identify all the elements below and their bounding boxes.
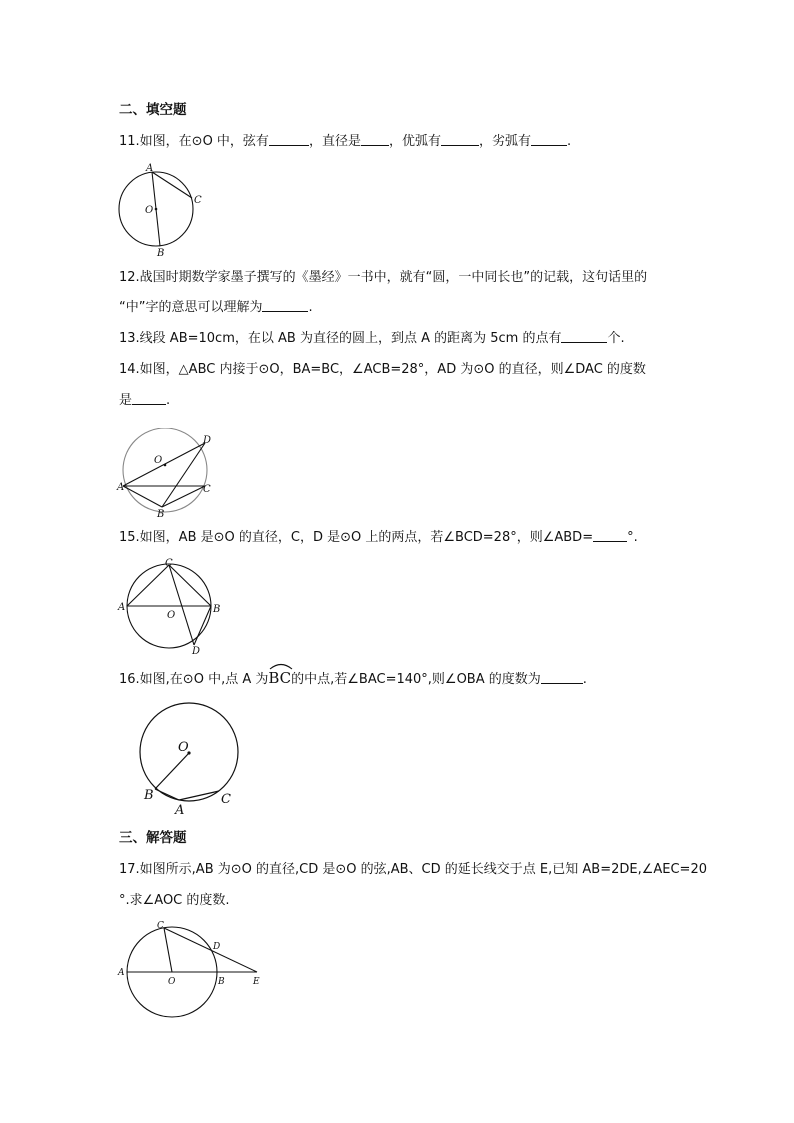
q17-label-d: D — [213, 942, 221, 952]
q13-text-2: 个. — [607, 331, 625, 346]
q15-label-a: A — [118, 602, 126, 613]
q11-blank-major-arcs[interactable] — [441, 133, 479, 146]
q14-circle — [123, 428, 207, 512]
q15-chord-ac — [127, 565, 169, 606]
q16-text-2: 的中点,若∠BAC=140°,则∠OBA 的度数为 — [291, 672, 541, 687]
q17-label-a: A — [118, 968, 125, 978]
q14-figure — [112, 428, 222, 520]
q16-label-c: C — [221, 792, 231, 807]
question-15 — [119, 529, 638, 547]
q17-line-ce — [164, 928, 257, 972]
q14-blank[interactable] — [132, 392, 166, 405]
q16-label-b: B — [144, 788, 154, 803]
question-12-line-1: 12.战国时期数学家墨子撰写的《墨经》一书中，就有“圆，一中同长也”的记载，这句话里的 — [119, 270, 648, 285]
q15-chord-bd — [194, 606, 211, 645]
q15-label-o: O — [167, 610, 176, 621]
question-14-line-1: 14.如图，△ABC 内接于⊙O，BA=BC，∠ACB=28°，AD 为⊙O 的直径，则∠DAC 的度数 — [119, 362, 646, 377]
q11-blank-chords[interactable] — [269, 133, 309, 146]
q15-text-1: 15.如图，AB 是⊙O 的直径，C，D 是⊙O 上的两点，若∠BCD=28°，则∠ABD= — [119, 530, 594, 545]
q14-label-d: D — [203, 435, 212, 446]
q17-label-e: E — [253, 977, 260, 987]
q16-radius-ob — [155, 753, 189, 789]
q11-label-a: A — [146, 163, 154, 174]
q11-text-1: 11.如图，在⊙O 中，弦有 — [119, 134, 269, 149]
q14-chord-bd — [162, 443, 205, 507]
question-14-line-2 — [119, 392, 170, 410]
q16-label-o: O — [178, 740, 189, 755]
q15-label-c: C — [165, 558, 173, 569]
question-17-line-2: °.求∠AOC 的度数. — [119, 893, 230, 908]
q11-label-o: O — [145, 205, 154, 216]
q14-label-o: O — [154, 455, 163, 466]
q11-blank-minor-arcs[interactable] — [531, 133, 567, 146]
q13-blank[interactable] — [561, 330, 607, 343]
q15-figure — [112, 555, 227, 655]
q14-label-c: C — [203, 484, 211, 495]
q11-text-4: ，劣弧有 — [478, 134, 531, 149]
q11-center-dot — [155, 208, 158, 211]
q16-text-1: 16.如图,在⊙O 中,点 A 为 — [119, 672, 269, 687]
q17-radius-oc — [164, 928, 172, 972]
q16-label-a: A — [175, 803, 185, 818]
q16-arc-bc — [268, 669, 291, 687]
arc-overline-icon — [268, 660, 294, 670]
q14-text-2: . — [166, 393, 171, 408]
q14-text-1: 是 — [119, 393, 133, 408]
q11-blank-diameter[interactable] — [361, 133, 389, 146]
q12-text-2: . — [308, 300, 313, 315]
q15-blank[interactable] — [593, 529, 627, 542]
q13-text-1: 13.线段 AB=10cm，在以 AB 为直径的圆上，到点 A 的距离为 5cm 的点有 — [119, 331, 562, 346]
section-title-fill-in: 二、填空题 — [119, 102, 187, 118]
question-16 — [119, 669, 587, 689]
q16-chord-ac — [179, 791, 219, 800]
q11-figure — [110, 160, 210, 260]
q17-label-o: O — [168, 977, 176, 987]
q11-text-5: . — [566, 134, 572, 149]
q15-text-2: °. — [627, 530, 638, 545]
q15-label-b: B — [213, 604, 221, 615]
question-12-line-2 — [119, 299, 313, 317]
q12-text-1: “中”字的意思可以理解为 — [119, 300, 263, 315]
q14-label-a: A — [117, 482, 125, 493]
q12-blank[interactable] — [262, 299, 308, 312]
q14-chord-ab — [123, 486, 162, 507]
q16-text-3: . — [582, 672, 587, 687]
q16-arc-label: BC — [268, 669, 292, 687]
q11-text-2: ，直径是 — [308, 134, 361, 149]
question-13 — [119, 330, 625, 348]
q16-blank[interactable] — [541, 671, 583, 684]
q11-text-3: ，优弧有 — [388, 134, 441, 149]
q16-figure — [135, 700, 250, 820]
q17-label-b: B — [218, 977, 225, 987]
q16-chord-ba — [155, 789, 179, 800]
section-title-solve: 三、解答题 — [119, 830, 187, 846]
question-17-line-1: 17.如图所示,AB 为⊙O 的直径,CD 是⊙O 的弦,AB、CD 的延长线交于点 E,已知 AB=2DE,∠AEC=20 — [119, 862, 707, 877]
q17-label-c: C — [157, 921, 164, 931]
q15-label-d: D — [192, 646, 201, 655]
q14-center-dot — [164, 464, 167, 467]
q17-figure — [112, 918, 272, 1018]
question-11 — [119, 133, 571, 151]
q14-label-b: B — [157, 509, 165, 520]
q11-label-b: B — [157, 248, 165, 259]
q11-label-c: C — [194, 195, 202, 206]
